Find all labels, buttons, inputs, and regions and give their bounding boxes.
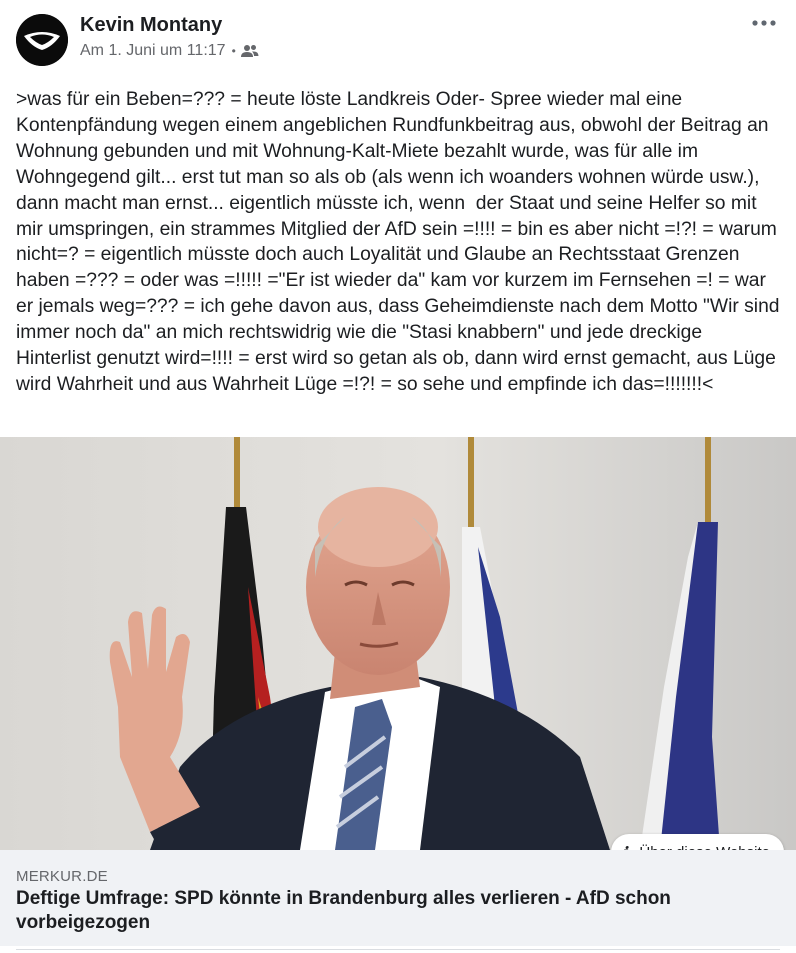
post-text: >was für ein Beben=??? = heute löste Landkreis Oder- Spree wieder mal eine Kontenpfändung wegen einem angeblichen Rundfunkbeitrag aus, obwohl der Beitrag an Wohnung gebunden und mit Wohnung-Kalt-Miete bezahlt wurde, was für alle im Wohngegend gilt... erst tut man so als ob (als wenn ich woanders wohnen würde usw.), dann macht man ernst... eigentlich müsste ich, wenn der Staat und seine Helfer so mit mir umspringen, ein strammes Mitglied der AfD sein =!!!! = bin es aber nicht =!?! = warum nicht=? = eigentlich müsste doch auch Loyalität und Glaube an Rechtsstaat Grenzen haben =??? = oder was =!!!!! ="Er ist wieder da" kam vor kurzem im Fernsehen =! = war er jemals weg=??? = ich gehe davon aus, dass Geheimdienste nach dem Motto "Wir sind immer noch da" an mich rechtswidrig wie die "Stasi knabbern" und jede dreckige Hinterlist genutzt wird=!!!! = erst wird so getan als ob, dann wird ernst gemacht, aus Lüge wird Wahrheit und aus Wahrheit Lüge =!?! = so sehe und empfinde ich das=!!!!!!!< bbox=[16, 89, 785, 395]
post-divider bbox=[16, 949, 780, 950]
friends-icon[interactable] bbox=[241, 44, 259, 58]
meta-separator: • bbox=[231, 44, 236, 58]
link-preview-caption[interactable] bbox=[0, 850, 796, 946]
post-meta bbox=[80, 41, 259, 61]
author-name[interactable]: Kevin Montany bbox=[80, 14, 223, 36]
avatar-logo-icon bbox=[16, 14, 68, 66]
more-options-button[interactable] bbox=[750, 12, 778, 34]
link-title[interactable]: Deftige Umfrage: SPD könnte in Brandenburg alles verlieren - AfD schon vorbeigezogen bbox=[16, 888, 671, 933]
link-photo bbox=[0, 437, 796, 850]
author-avatar[interactable] bbox=[16, 14, 68, 66]
post-header bbox=[0, 0, 796, 80]
post-timestamp[interactable]: Am 1. Juni um 11:17 bbox=[80, 42, 226, 59]
more-horizontal-icon bbox=[752, 20, 776, 26]
link-domain: MERKUR.DE bbox=[16, 868, 108, 885]
link-preview-image[interactable] bbox=[0, 437, 796, 850]
